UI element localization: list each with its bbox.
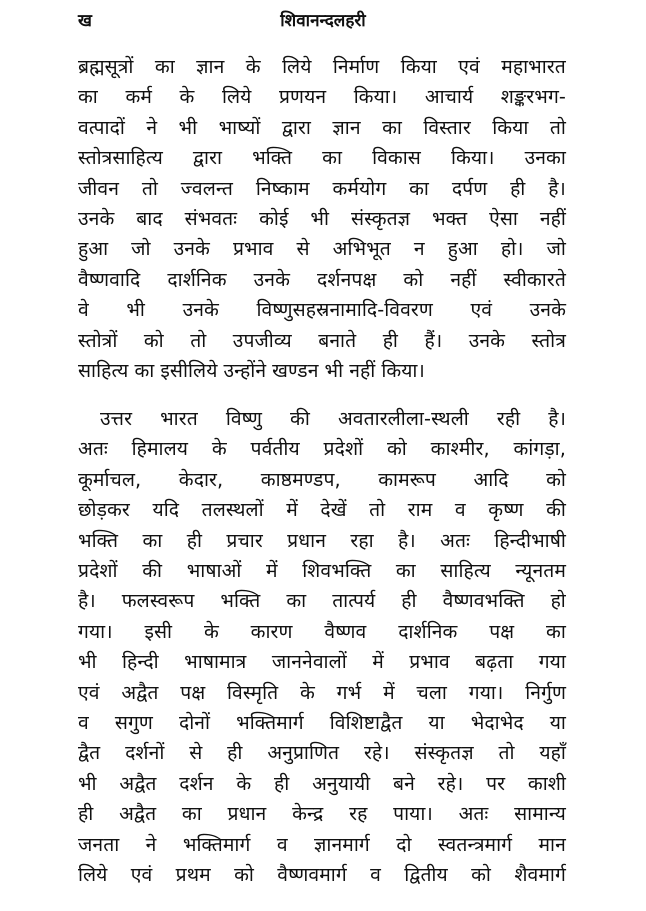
text-line: वैष्णवादि दार्शनिक उनके दर्शनपक्ष को नहीं स्वीकारते bbox=[78, 267, 566, 291]
text-line: है। फलस्वरूप भक्ति का तात्पर्य ही वैष्णवभक्ति हो bbox=[78, 589, 566, 613]
text-line: अतः हिमालय के पर्वतीय प्रदेशों को काश्मीर, कांगड़ा, bbox=[78, 437, 566, 461]
text-line: जनता ने भक्तिमार्ग व ज्ञानमार्ग दो स्वतन्त्रमार्ग मान bbox=[78, 832, 566, 856]
text-line: वे भी उनके विष्णुसहस्रनामादि-विवरण एवं उनके bbox=[78, 298, 566, 322]
text-line: स्तोत्रसाहित्य द्वारा भक्ति का विकास किया। उनका bbox=[78, 146, 566, 170]
text-line: व सगुण दोनों भक्तिमार्ग विशिष्टाद्वैत या भेदाभेद या bbox=[78, 711, 566, 735]
text-line: वत्पादों ने भी भाष्यों द्वारा ज्ञान का विस्तार किया तो bbox=[78, 115, 566, 139]
paragraph-2 bbox=[78, 404, 566, 891]
text-line: छोड़कर यदि तलस्थलों में देखें तो राम व कृष्ण की bbox=[78, 498, 566, 522]
text-line: गया। इसी के कारण वैष्णव दार्शनिक पक्ष का bbox=[78, 619, 566, 643]
running-title: शिवानन्दलहरी bbox=[280, 11, 366, 31]
page-header bbox=[78, 8, 568, 34]
page-number: ख bbox=[78, 11, 92, 31]
text-line: भक्ति का ही प्रचार प्रधान रहा है। अतः हिन्दीभाषी bbox=[78, 528, 566, 552]
text-line: एवं अद्वैत पक्ष विस्मृति के गर्भ में चला गया। निर्गुण bbox=[78, 680, 566, 704]
text-line: स्तोत्रों को तो उपजीव्य बनाते ही हैं। उनके स्तोत्र bbox=[78, 328, 566, 352]
text-line: जीवन तो ज्वलन्त निष्काम कर्मयोग का दर्पण ही है। bbox=[78, 176, 566, 200]
text-line: उनके बाद संभवतः कोई भी संस्कृतज्ञ भक्त ऐसा नहीं bbox=[78, 207, 566, 231]
text-line: उत्तर भारत विष्णु की अवतारलीला-स्थली रही है। bbox=[100, 407, 566, 430]
text-line: साहित्य का इसीलिये उन्होंने खण्डन भी नहीं किया। bbox=[78, 359, 425, 383]
text-line: लिये एवं प्रथम को वैष्णवमार्ग व द्वितीय को शैवमार्ग bbox=[78, 863, 566, 887]
text-line: का कर्म के लिये प्रणयन किया। आचार्य शङ्करभग- bbox=[78, 85, 566, 109]
text-line: प्रदेशों की भाषाओं में शिवभक्ति का साहित्य न्यूनतम bbox=[78, 559, 566, 583]
text-line: भी अद्वैत दर्शन के ही अनुयायी बने रहे। पर काशी bbox=[78, 771, 566, 795]
text-line: ब्रह्मसूत्रों का ज्ञान के लिये निर्माण किया एवं महाभारत bbox=[78, 55, 566, 78]
text-line: हुआ जो उनके प्रभाव से अभिभूत न हुआ हो। जो bbox=[78, 237, 566, 261]
text-line: ही अद्वैत का प्रधान केन्द्र रह पाया। अतः सामान्य bbox=[78, 802, 566, 826]
text-line: द्वैत दर्शनों से ही अनुप्राणित रहे। संस्कृतज्ञ तो यहाँ bbox=[78, 741, 566, 765]
text-line: कूर्माचल, केदार, काष्ठमण्डप, कामरूप आदि को bbox=[78, 467, 566, 491]
paragraph-1 bbox=[78, 52, 566, 386]
text-line: भी हिन्दी भाषामात्र जाननेवालों में प्रभाव बढ़ता गया bbox=[78, 650, 566, 674]
